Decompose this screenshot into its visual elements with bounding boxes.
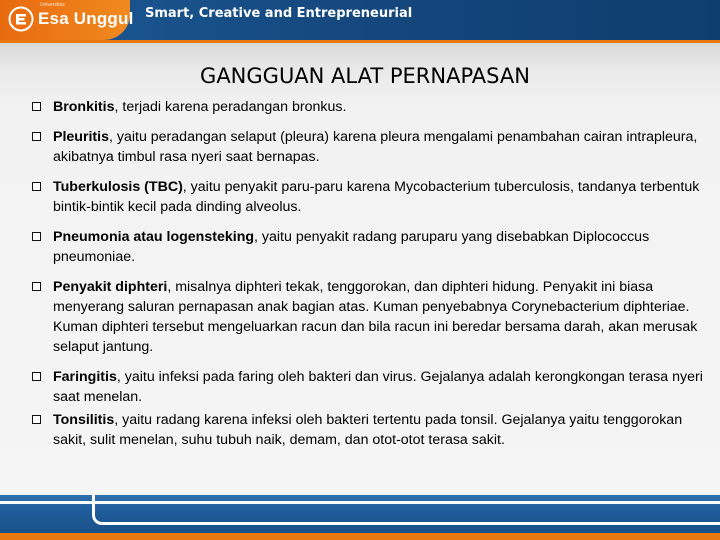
checkbox-square-icon <box>32 102 41 111</box>
list-item-pneumonia <box>32 227 704 267</box>
list-item-tuberkulosis <box>32 177 704 217</box>
list-item-term: Faringitis <box>53 369 117 385</box>
checkbox-square-icon <box>32 132 41 141</box>
tagline: Smart, Creative and Entrepreneurial <box>145 6 413 21</box>
footer-panel-outline <box>92 495 720 525</box>
list-item-term: Pneumonia atau logensteking <box>53 229 255 245</box>
list-item-faringitis <box>32 367 704 407</box>
checkbox-square-icon <box>32 372 41 381</box>
list-item-bronkitis <box>32 97 704 117</box>
footer-accent-strip <box>0 533 720 540</box>
list-item-term: Bronkitis <box>53 99 115 115</box>
university-logo <box>0 0 134 40</box>
list-item-text: , yaitu penyakit radang paruparu yang disebabkan Diplococcus pneumoniae. <box>53 229 650 265</box>
list-item-diphteri <box>32 277 704 357</box>
logo-subtitle: Universitas <box>40 2 65 8</box>
logo-text: Esa Unggul <box>38 9 134 28</box>
list-item-text: , yaitu infeksi pada faring oleh bakteri dan virus. Gejalanya adalah kerongkongan terasa nyeri saat menelan. <box>53 369 703 405</box>
esa-unggul-emblem-icon <box>8 6 34 32</box>
list-item-pleuritis <box>32 127 704 167</box>
slide-title: GANGGUAN ALAT PERNAPASAN <box>200 64 530 88</box>
list-item-term: Tuberkulosis (TBC) <box>53 179 183 195</box>
list-item-text: , yaitu peradangan selaput (pleura) karena pleura mengalami penambahan cairan intrapleura, akibatnya timbul rasa nyeri saat bernapas. <box>53 129 698 165</box>
list-item-tonsilitis <box>32 410 704 450</box>
list-item-term: Tonsilitis <box>53 412 115 428</box>
list-item-text: , yaitu penyakit paru-paru karena Mycobacterium tuberculosis, tandanya terbentuk bintik-bintik kecil pada dinding alveolus. <box>53 179 700 215</box>
checkbox-square-icon <box>32 232 41 241</box>
disease-list <box>32 97 704 450</box>
list-item-term: Penyakit diphteri <box>53 279 168 295</box>
checkbox-square-icon <box>32 182 41 191</box>
header-bar <box>0 0 720 43</box>
checkbox-square-icon <box>32 415 41 424</box>
list-item-term: Pleuritis <box>53 129 109 145</box>
checkbox-square-icon <box>32 282 41 291</box>
list-item-text: , yaitu radang karena infeksi oleh bakteri tertentu pada tonsil. Gejalanya yaitu tenggorokan sakit, sulit menelan, suhu tubuh naik, demam, dan otot-otot terasa sakit. <box>53 412 683 448</box>
list-item-text: , misalnya diphteri tekak, tenggorokan, dan diphteri hidung. Penyakit ini biasa menyerang saluran pernapasan anak bagian atas. Kuman penyebabnya Corynebacterium diphteriae. Kuman diphteri tersebut mengeluarkan racun dan bila racun ini beredar bersama darah, akan merusak selaput jantung. <box>53 279 698 355</box>
list-item-text: , terjadi karena peradangan bronkus. <box>114 99 347 115</box>
